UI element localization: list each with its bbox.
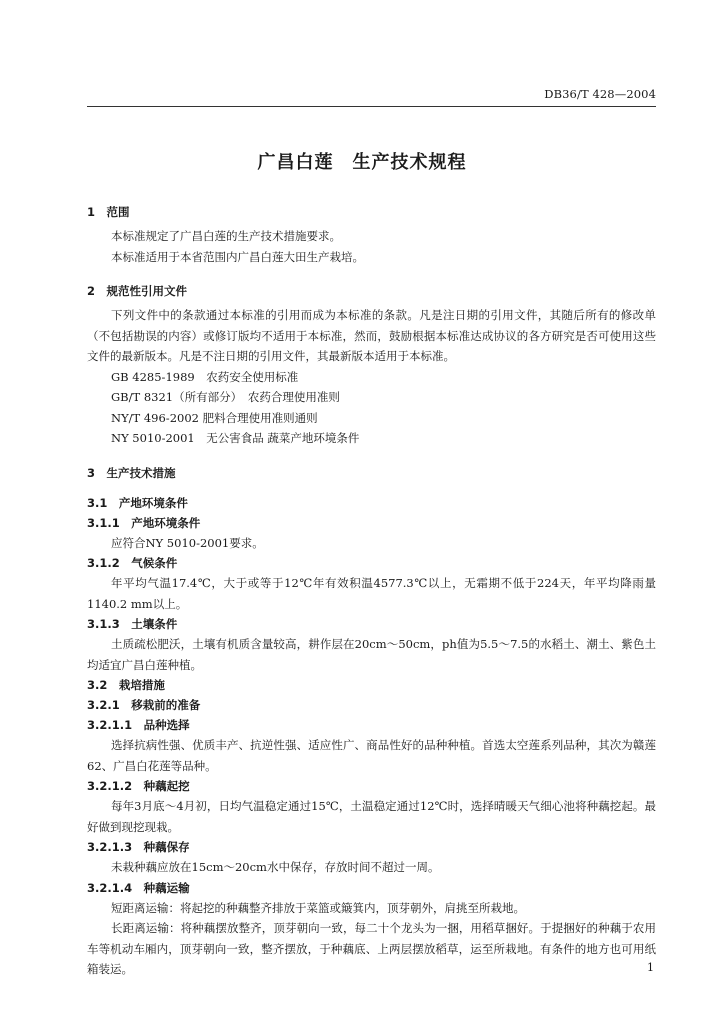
section-heading: 3 生产技术措施 bbox=[87, 465, 176, 480]
page-number: 1 bbox=[647, 961, 654, 974]
paragraph: 应符合NY 5010-2001要求。 bbox=[111, 535, 264, 550]
reference-item: GB/T 8321（所有部分） 农药合理使用准则 bbox=[111, 390, 340, 404]
subsection-heading: 3.2.1.4 种藕运输 bbox=[87, 880, 190, 895]
subsection-heading: 3.2.1 移栽前的准备 bbox=[87, 698, 201, 712]
paragraph: 每年3月底～4月初，日均气温稳定通过15℃，土温稳定通过12℃时，选择晴暖天气细心池将种藕挖起。最好做到现挖现栽。 bbox=[87, 799, 656, 834]
subsection-heading: 3.2.1.1 品种选择 bbox=[87, 718, 190, 732]
subsection-heading: 3.1.1 产地环境条件 bbox=[87, 515, 201, 530]
paragraph: 下列文件中的条款通过本标准的引用而成为本标准的条款。凡是注日期的引用文件，其随后所有的修改单（不包括勘误的内容）或修订版均不适用于本标准，然而，鼓励根据本标准达成协议的各方研究是否可使用这些文件的最新版本。凡是不注日期的引用文件，其最新版本适用于本标准。 bbox=[87, 308, 656, 363]
paragraph: 本标准规定了广昌白莲的生产技术措施要求。 bbox=[111, 229, 341, 243]
subsection-heading: 3.2 栽培措施 bbox=[87, 678, 165, 692]
reference-item: GB 4285-1989 农药安全使用标准 bbox=[111, 369, 299, 384]
subsection-heading: 3.2.1.3 种藕保存 bbox=[87, 840, 190, 854]
document-body bbox=[87, 202, 656, 980]
document-title: 广昌白莲 生产技术规程 bbox=[257, 152, 467, 173]
paragraph: 本标准适用于本省范围内广昌白莲大田生产栽培。 bbox=[111, 249, 364, 264]
paragraph: 未栽种藕应放在15cm～20cm水中保存，存放时间不超过一周。 bbox=[111, 860, 440, 874]
subsection-heading: 3.1.2 气候条件 bbox=[87, 556, 178, 570]
section-heading: 1 范围 bbox=[87, 205, 130, 219]
header-code: DB36/T 428—2004 bbox=[544, 87, 656, 101]
section-heading: 2 规范性引用文件 bbox=[87, 284, 188, 298]
subsection-heading: 3.2.1.2 种藕起挖 bbox=[87, 779, 190, 793]
paragraph: 选择抗病性强、优质丰产、抗逆性强、适应性广、商品性好的品种种植。首选太空莲系列品种，其次为赣莲62、广昌白花莲等品种。 bbox=[87, 738, 656, 773]
subsection-heading: 3.1 产地环境条件 bbox=[87, 495, 188, 510]
paragraph: 年平均气温17.4℃，大于或等于12℃年有效积温4577.3℃以上，无霜期不低于224天，年平均降雨量1140.2 mm以上。 bbox=[87, 576, 656, 611]
subsection-heading: 3.1.3 土壤条件 bbox=[87, 617, 178, 631]
reference-item: NY 5010-2001 无公害食品 蔬菜产地环境条件 bbox=[111, 431, 360, 445]
paragraph: 土质疏松肥沃，土壤有机质含量较高，耕作层在20cm～50cm，ph值为5.5～7.5的水稻土、潮土、紫色土均适宜广昌白莲种植。 bbox=[87, 637, 656, 672]
paragraph: 短距离运输：将起挖的种藕整齐排放于菜篮或簸箕内，顶芽朝外，肩挑至所栽地。 bbox=[111, 900, 525, 915]
paragraph: 长距离运输：将种藕摆放整齐，顶芽朝向一致，每二十个龙头为一捆，用稻草捆好。于提捆好的种藕于农用车等机动车厢内，顶芽朝向一致，整齐摆放，于种藕底、上两层摆放稻草，运至所栽地。有条件的地方也可用纸箱装运。 bbox=[87, 921, 656, 976]
reference-item: NY/T 496-2002 肥料合理使用准则通则 bbox=[111, 410, 318, 425]
header-rule bbox=[87, 106, 656, 107]
